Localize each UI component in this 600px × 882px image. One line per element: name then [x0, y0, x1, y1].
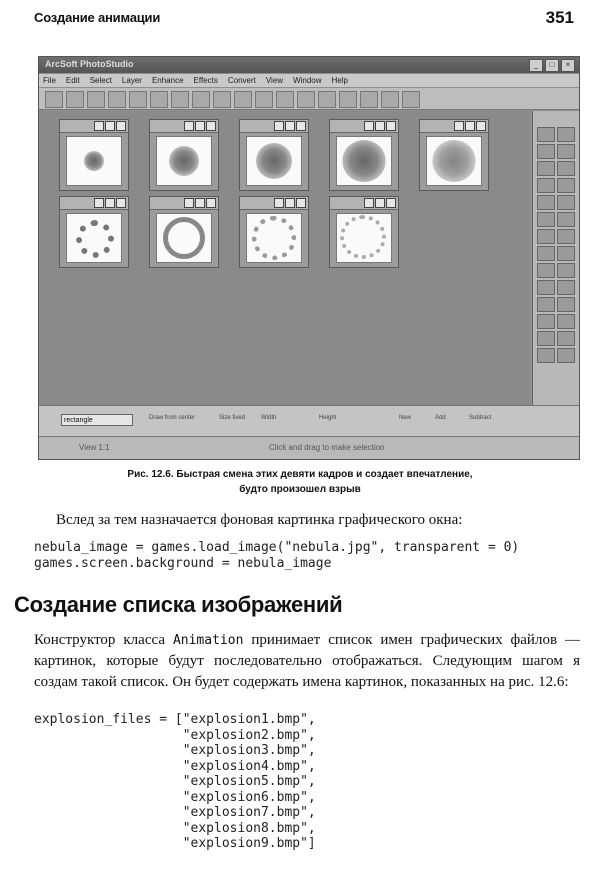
tool-icon — [108, 91, 126, 108]
inline-code: Animation — [172, 633, 244, 648]
section-heading: Создание списка изображений — [14, 592, 343, 617]
window-controls — [529, 59, 575, 72]
code-block-1: nebula_image = games.load_image("nebula.jpg", transparent = 0) games.screen.background = nebula_image — [34, 540, 520, 571]
menu-convert: Convert — [227, 76, 256, 85]
tool-icon — [381, 91, 399, 108]
image-workspace — [39, 111, 529, 405]
caption-line-1: Рис. 12.6. Быстрая смена этих девяти кадров и создает впечатление, — [127, 469, 473, 480]
minimize-icon: _ — [529, 59, 543, 72]
menu-select: Select — [89, 76, 112, 85]
status-bar — [39, 436, 579, 459]
para-text-2: принимает список имен графических файлов — картинок, которые будут последовательно отображаться. Следующим шагом я создам такой список. Он будет содержать имена картинок, показанных на рис. 12.6: — [34, 632, 580, 690]
tool-icon — [339, 91, 357, 108]
status-hint: Click and drag to make selection — [269, 443, 385, 452]
explosion-frame-9 — [329, 196, 399, 268]
tool-icon — [171, 91, 189, 108]
menu-window: Window — [293, 76, 322, 85]
explosion-frame-4 — [329, 119, 399, 191]
status-view: View 1:1 — [79, 443, 110, 452]
tool-icon — [150, 91, 168, 108]
explosion-frame-7 — [149, 196, 219, 268]
option-label: Height — [319, 415, 337, 421]
option-label: Add — [435, 415, 446, 421]
figure-caption — [0, 467, 600, 497]
page-number: 351 — [545, 8, 574, 27]
tool-icon — [402, 91, 420, 108]
tool-icon — [276, 91, 294, 108]
explosion-frame-8 — [239, 196, 309, 268]
tool-palette — [532, 111, 579, 405]
tool-icon — [360, 91, 378, 108]
running-header: Создание анимации — [34, 10, 161, 25]
para-text-1: Конструктор класса — [34, 632, 173, 648]
close-icon: × — [561, 59, 575, 72]
window-title: ArcSoft PhotoStudio — [45, 59, 134, 69]
tool-icon — [129, 91, 147, 108]
toolbar — [39, 88, 579, 110]
body-paragraph — [34, 630, 580, 693]
code-block-2: explosion_files = ["explosion1.bmp", "explosion2.bmp", "explosion3.bmp", "explosion4.bmp", "explosion5.bmp", "explosion6.bmp", "explosion7.bmp", "explosion8.bmp", "explosion9.bmp"] — [34, 712, 316, 851]
shape-select: rectangle — [61, 414, 133, 426]
tool-icon — [192, 91, 210, 108]
tool-icon — [255, 91, 273, 108]
explosion-frame-3 — [239, 119, 309, 191]
tool-icon — [318, 91, 336, 108]
maximize-icon: □ — [545, 59, 559, 72]
option-label: Draw from center — [149, 415, 196, 421]
explosion-frame-1 — [59, 119, 129, 191]
option-label: New — [399, 415, 412, 421]
explosion-frame-5 — [419, 119, 489, 191]
menu-enhance: Enhance — [151, 76, 184, 85]
menu-effects: Effects — [193, 76, 218, 85]
menu-layer: Layer — [121, 76, 142, 85]
tool-icon — [297, 91, 315, 108]
menu-view: View — [265, 76, 284, 85]
window-titlebar — [39, 57, 579, 73]
menu-edit: Edit — [65, 76, 80, 85]
menu-help: Help — [331, 76, 348, 85]
menubar — [39, 74, 579, 87]
explosion-frame-2 — [149, 119, 219, 191]
option-label: Subtract — [469, 415, 492, 421]
tool-icon — [213, 91, 231, 108]
explosion-frame-6 — [59, 196, 129, 268]
tool-icon — [87, 91, 105, 108]
option-label: Width — [261, 415, 277, 421]
tool-options-bar — [39, 405, 579, 436]
tool-icon — [234, 91, 252, 108]
option-label: Size fixed — [219, 415, 246, 421]
tool-icon — [45, 91, 63, 108]
menu-file: File — [43, 76, 56, 85]
intro-paragraph: Вслед за тем назначается фоновая картинка графического окна: — [56, 512, 463, 528]
figure-screenshot — [38, 56, 580, 460]
tool-icon — [66, 91, 84, 108]
caption-line-2: будто произошел взрыв — [239, 484, 361, 495]
